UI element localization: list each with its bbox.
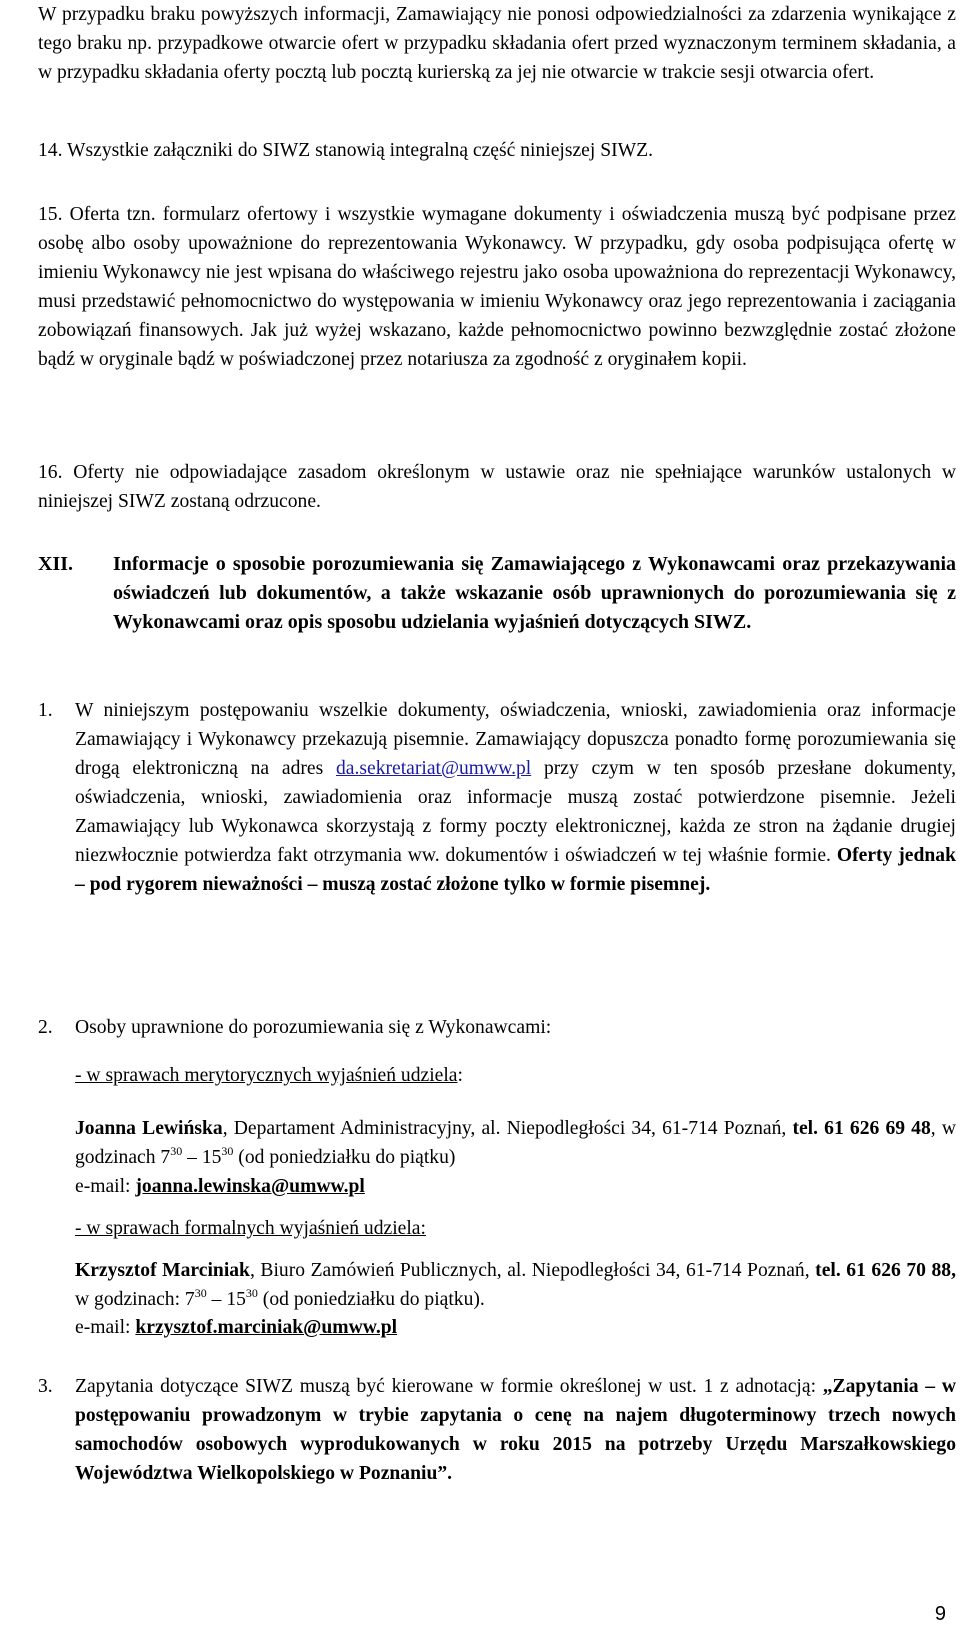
person-1-email-line — [75, 1172, 956, 1201]
person-2-text3: (od poniedziałku do piątku). — [257, 1289, 485, 1310]
person-2-contact — [75, 1256, 956, 1314]
person-1-email-link[interactable]: joanna.lewinska@umww.pl — [135, 1176, 365, 1197]
item-15: 15. Oferta tzn. formularz ofertowy i wszystkie wymagane dokumenty i oświadczenia muszą być podpisane przez osobę albo osoby upoważnione do reprezentowania Wykonawcy. W przypadku, gdy osoba podpisująca ofertę w imieniu Wykonawcy nie jest wpisana do właściwego rejestru jako osoba upoważniona do reprezentacji Wykonawcy, musi przedstawić pełnomocnictwo do występowania w imieniu Wykonawcy oraz jego reprezentowania i zaciągania zobowiązań finansowych. Jak już wyżej wskazano, każde pełnomocnictwo powinno bezwzględnie zostać złożone bądź w oryginale bądź w poświadczonej przez notariusza za zgodność z oryginałem kopii. — [38, 204, 956, 370]
person-1-sup1: 30 — [170, 1144, 183, 1158]
person-2-email-line — [75, 1313, 956, 1342]
person-1-name: Joanna Lewińska — [75, 1118, 223, 1139]
person-2-text1: , Biuro Zamówień Publicznych, al. Niepodległości 34, 61-714 Poznań, — [249, 1260, 816, 1281]
person-2-sup2: 30 — [245, 1286, 258, 1300]
point-1-bold-warning: Oferty jednak – pod rygorem nieważności – muszą zostać złożone tylko w formie pisemnej. — [75, 845, 956, 895]
point-3-bold: „Zapytania – w postępowaniu prowadzonym w trybie zapytania o cenę na najem długoterminowy trzech nowych samochodów osobowych wyprodukowanych w roku 2015 na potrzeby Urzędu Marszałkowskiego Województwa Wielkopolskiego w Poznaniu”. — [75, 1376, 956, 1484]
intro-paragraph: W przypadku braku powyższych informacji, Zamawiający nie ponosi odpowiedzialności za zdarzenia wynikające z tego braku np. przypadkowe otwarcie ofert w przypadku składania ofert przed wyznaczonym terminem składania, a w przypadku składania oferty pocztą lub pocztą kurierską za jej nie otwarcie w trakcie sesji otwarcia ofert. — [38, 4, 956, 83]
person-1-text2: , w godzinach 7 — [75, 1118, 956, 1168]
person-2-email-label: e-mail: — [75, 1317, 136, 1338]
point-3-plain: Zapytania dotyczące SIWZ muszą być kierowane w formie określonej w ust. 1 z adnotacją: — [75, 1376, 823, 1397]
page-number: 9 — [934, 1603, 946, 1625]
item-16: 16. Oferty nie odpowiadające zasadom określonym w ustawie oraz nie spełniające warunków ustalonych w niniejszej SIWZ zostaną odrzucone. — [38, 462, 956, 512]
person-1-text3: (od poniedziałku do piątku) — [233, 1147, 456, 1168]
point-1-part1: W niniejszym postępowaniu wszelkie dokumenty, oświadczenia, wnioski, zawiadomienia oraz informacje Zamawiający i Wykonawcy przekazują pisemnie. Zamawiający dopuszcza ponadto formę porozumiewania się drogą elektroniczną na adres — [75, 700, 956, 779]
section-number: XII. — [38, 553, 74, 575]
person-1-phone: tel. 61 626 69 48 — [792, 1118, 931, 1139]
point-3-text — [75, 1372, 956, 1488]
point-3-number: 3. — [38, 1376, 53, 1397]
person-2-email-link[interactable]: krzysztof.marciniak@umww.pl — [135, 1317, 398, 1338]
section-title: Informacje o sposobie porozumiewania się Zamawiającego z Wykonawcami oraz przekazywania oświadczeń lub dokumentów, a także wskazanie osób uprawnionych do porozumiewania się z Wykonawcami oraz opis sposobu udzielania wyjaśnień dotyczących SIWZ. — [113, 553, 956, 633]
sekretariat-email-link[interactable]: da.sekretariat@umww.pl — [335, 758, 532, 779]
person-2-sup1: 30 — [194, 1286, 207, 1300]
item-14: 14. Wszystkie załączniki do SIWZ stanowią integralną część niniejszej SIWZ. — [38, 140, 653, 161]
point-1-text — [75, 696, 956, 899]
formal-heading-text: - w sprawach formalnych wyjaśnień udziela: — [75, 1218, 426, 1239]
person-1-text1: , Departament Administracyjny, al. Niepodległości 34, 61-714 Poznań, — [222, 1118, 793, 1139]
person-2-text2: w godzinach: 7 — [75, 1289, 195, 1310]
person-1-email-label: e-mail: — [75, 1176, 136, 1197]
point-2-intro: Osoby uprawnione do porozumiewania się z Wykonawcami: — [75, 1017, 552, 1038]
merit-heading-text: - w sprawach merytorycznych wyjaśnień udziela — [75, 1065, 458, 1086]
merit-heading — [75, 1061, 956, 1090]
point-1-part2: przy czym w ten sposób przesłane dokumenty, oświadczenia, wnioski, zawiadomienia oraz informacje muszą zostać potwierdzone pisemnie. Jeżeli Zamawiający lub Wykonawca skorzystają z formy poczty elektronicznej, każda ze stron na żądanie drugiej niezwłocznie potwierdza fakt otrzymania ww. dokumentów i oświadczeń w tej właśnie formie. — [75, 758, 956, 866]
person-1-sup2: 30 — [221, 1144, 234, 1158]
person-1-dash: – 15 — [182, 1147, 222, 1168]
person-2-name: Krzysztof Marciniak — [75, 1260, 250, 1281]
merit-heading-colon: : — [457, 1065, 463, 1086]
person-1-contact — [75, 1114, 956, 1172]
person-2-phone: tel. 61 626 70 88, — [815, 1260, 956, 1281]
point-1-number: 1. — [38, 700, 53, 721]
point-2-number: 2. — [38, 1017, 53, 1038]
person-2-dash: – 15 — [206, 1289, 246, 1310]
formal-heading — [75, 1214, 956, 1243]
